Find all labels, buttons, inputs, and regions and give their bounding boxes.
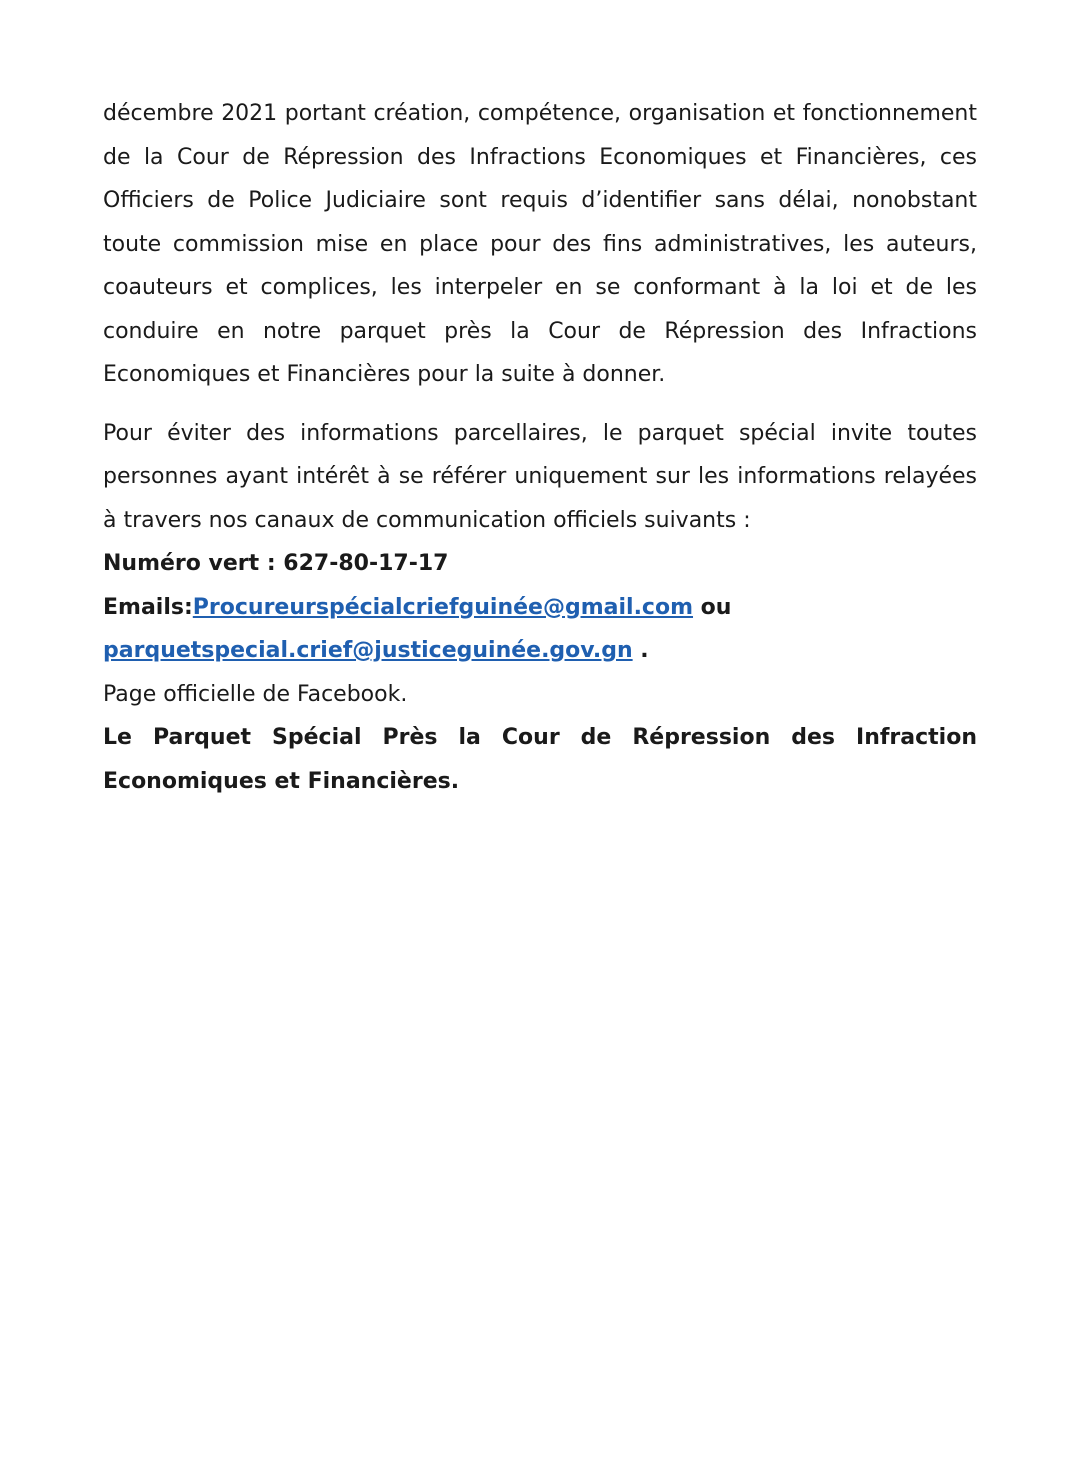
emails-line (103, 586, 977, 630)
phone-line: Numéro vert : 627-80-17-17 (103, 551, 449, 576)
emails-label: Emails: (103, 594, 193, 620)
email-link-parquet[interactable]: parquetspecial.crief@justiceguinée.gov.gn (103, 638, 633, 663)
signature-block: Le Parquet Spécial Près la Cour de Répression des Infraction Economiques et Financières. (103, 725, 977, 794)
document-page (103, 92, 977, 803)
email2-suffix: . (632, 638, 649, 663)
email2-line (103, 629, 977, 673)
or-word: ou (693, 594, 732, 620)
body-paragraph-2: Pour éviter des informations parcellaires, le parquet spécial invite toutes personnes ayant intérêt à se référer uniquement sur les informations relayées à travers nos canaux de communication officiels suivants : (103, 420, 977, 533)
facebook-line: Page officielle de Facebook. (103, 681, 408, 707)
email-link-procureur[interactable]: Procureurspécialcriefguinée@gmail.com (192, 594, 694, 620)
body-paragraph-1: décembre 2021 portant création, compétence, organisation et fonctionnement de la Cour de Répression des Infractions Economiques et Financières, ces Officiers de Police Judiciaire sont requis d’identifier sans délai, nonobstant toute commission mise en place pour des fins administratives, les auteurs, coauteurs et complices, les interpeler en se conformant à la loi et de les conduire en notre parquet près la Cour de Répression des Infractions Economiques et Financières pour la suite à donner. (103, 101, 977, 387)
